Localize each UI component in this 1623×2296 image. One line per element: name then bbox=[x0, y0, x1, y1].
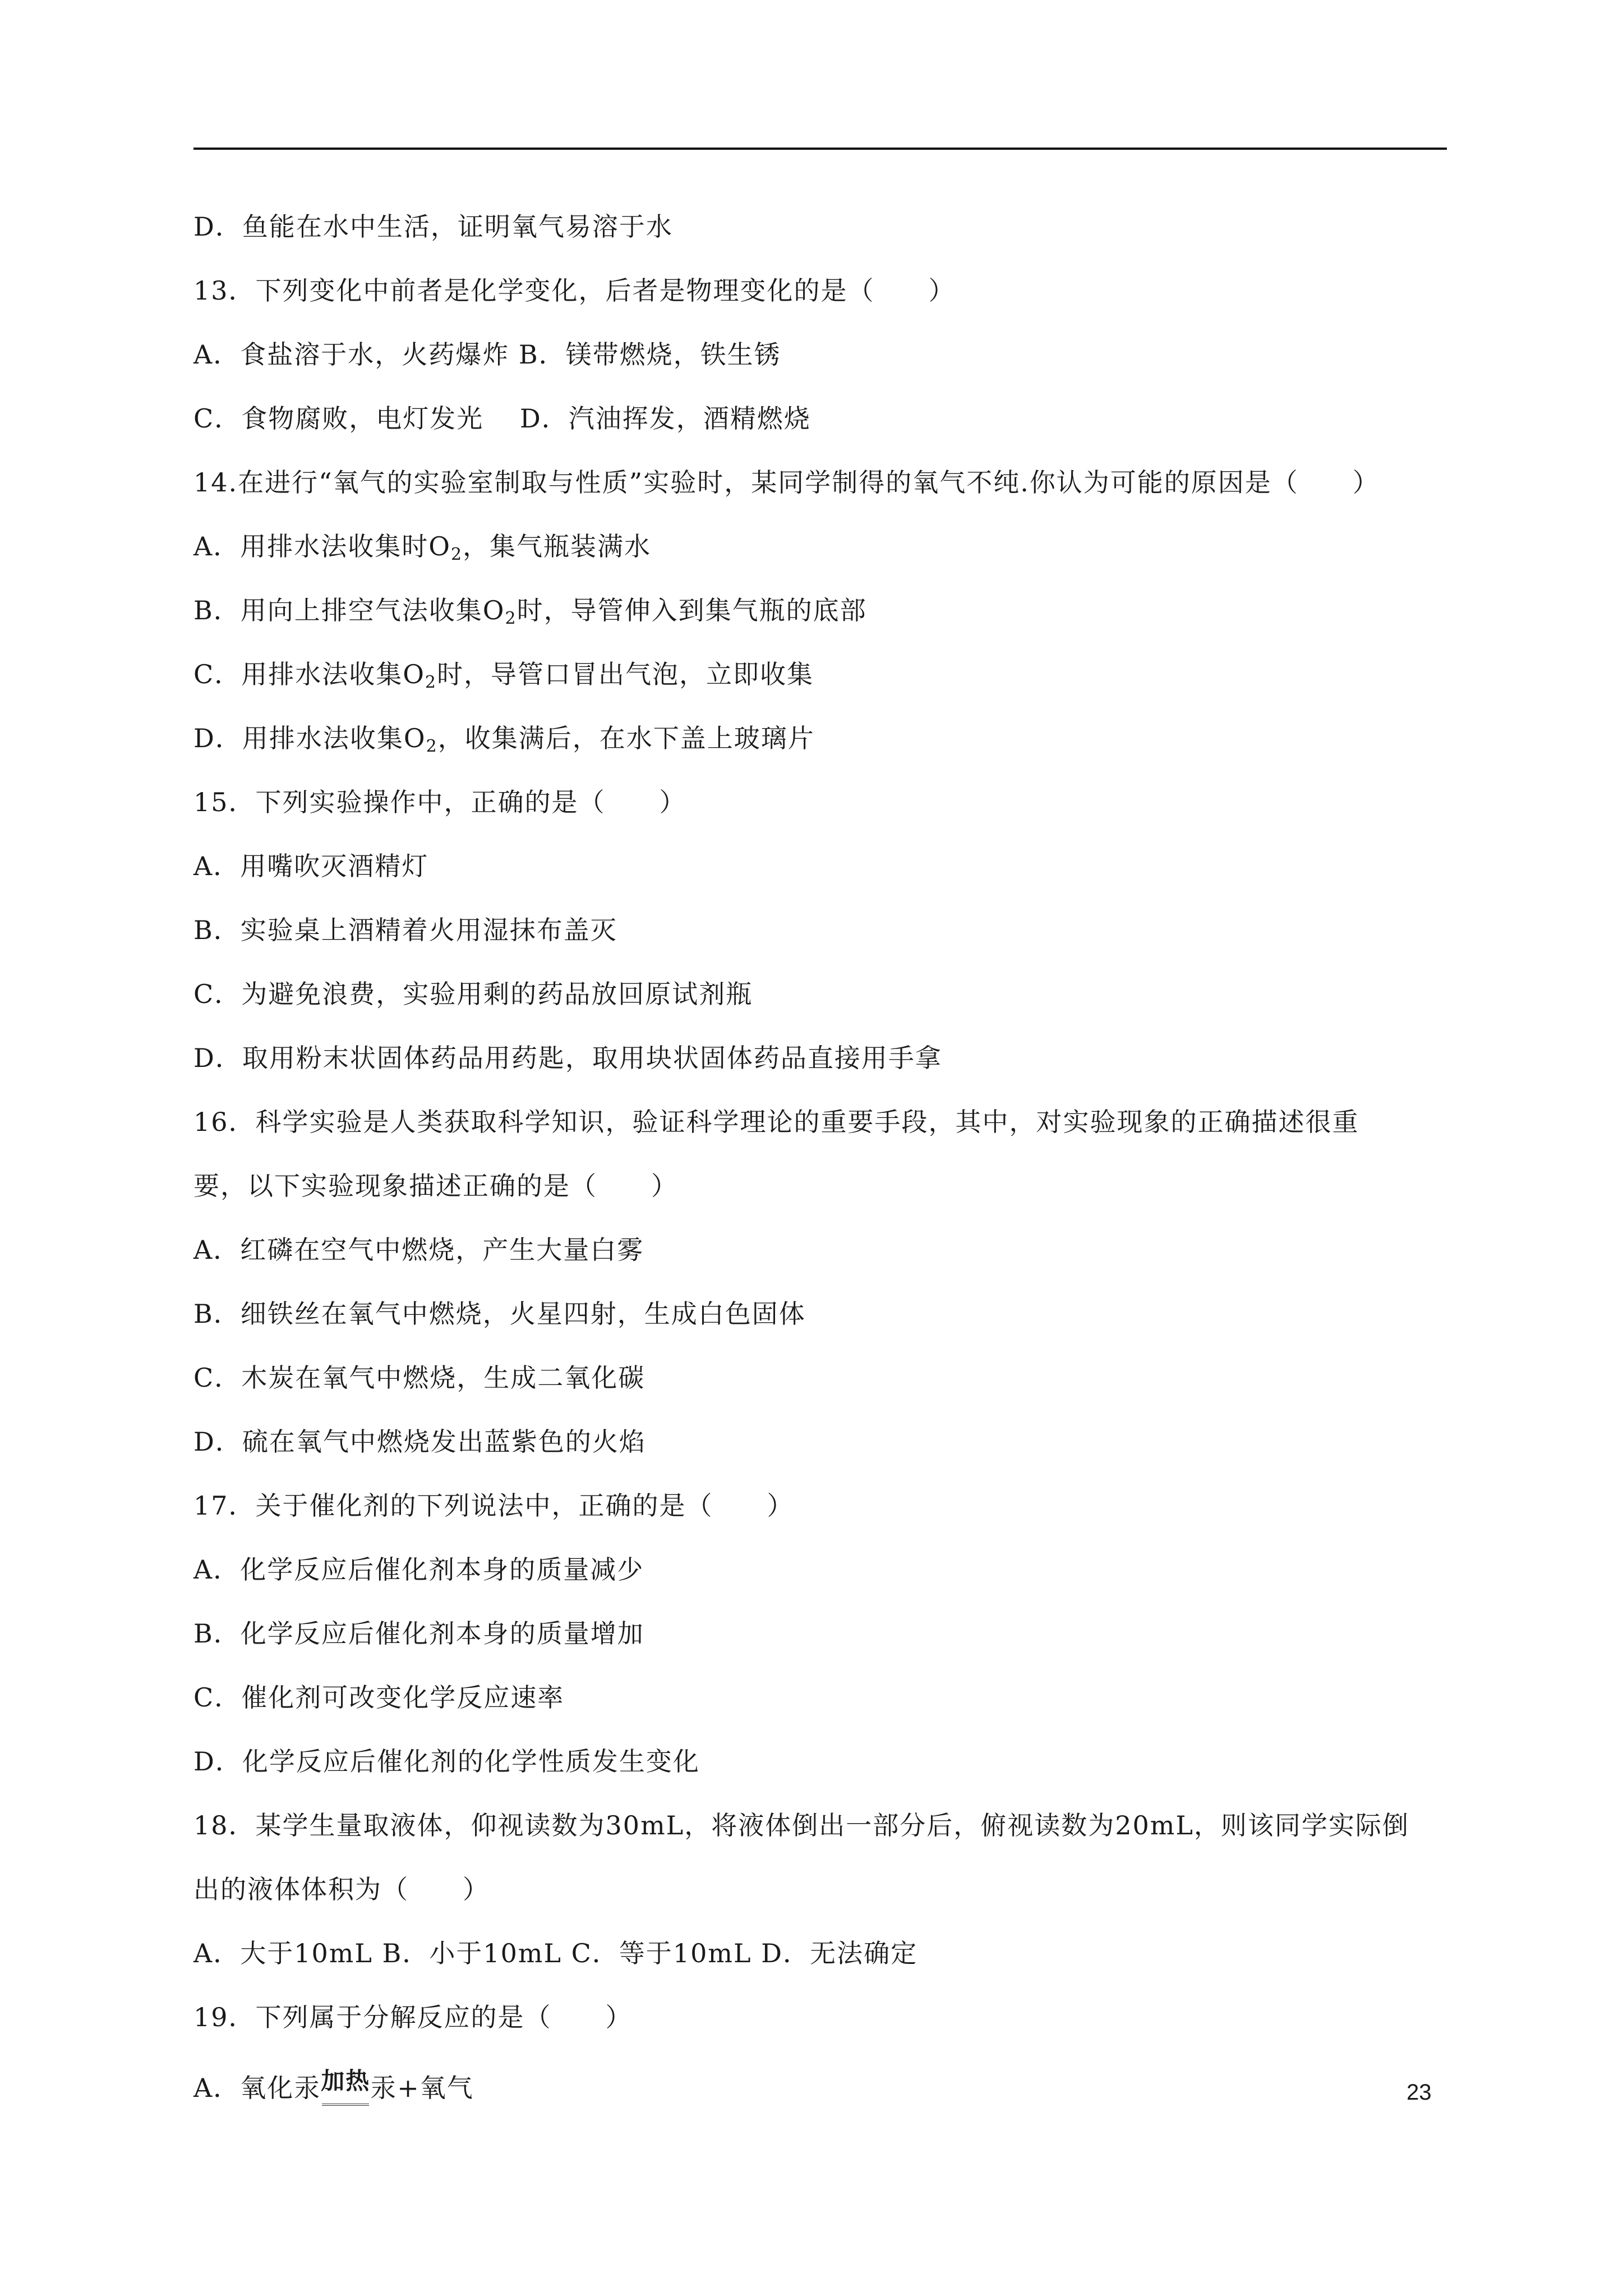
q14-option-a: A．用排水法收集时$O_2$，集气瓶装满水 bbox=[193, 531, 652, 564]
q14-option-c: C．用排水法收集$O_2$时，导管口冒出气泡，立即收集 bbox=[193, 659, 814, 692]
q17-option-c: C．催化剂可改变化学反应速率 bbox=[193, 1682, 565, 1713]
q14-option-b: B．用向上排空气法收集$O_2$时，导管伸入到集气瓶的底部 bbox=[193, 595, 867, 628]
q15-option-d: D．取用粉末状固体药品用药匙，取用块状固体药品直接用手拿 bbox=[193, 1043, 942, 1073]
q16-option-d: D．硫在氧气中燃烧发出蓝紫色的火焰 bbox=[193, 1427, 646, 1457]
q15-option-b: B．实验桌上酒精着火用湿抹布盖灭 bbox=[193, 915, 617, 945]
q16-option-c: C．木炭在氧气中燃烧，生成二氧化碳 bbox=[193, 1363, 645, 1393]
q16-stem-line2: 要，以下实验现象描述正确的是（ ） bbox=[193, 1171, 678, 1201]
q12-option-d: D．鱼能在水中生活，证明氧气易溶于水 bbox=[193, 211, 673, 242]
q15-option-a: A．用嘴吹灭酒精灯 bbox=[193, 851, 429, 881]
q14-option-d: D．用排水法收集$O_2$，收集满后，在水下盖上玻璃片 bbox=[193, 723, 815, 756]
q18-stem-line1: 18．某学生量取液体，仰视读数为30mL，将液体倒出一部分后，俯视读数为20mL，则该同学实际倒 bbox=[193, 1810, 1409, 1841]
q15-stem: 15．下列实验操作中，正确的是（ ） bbox=[193, 787, 686, 817]
q13-options-ab: A．食盐溶于水，火药爆炸 B．镁带燃烧，铁生锈 bbox=[193, 339, 781, 370]
q17-option-b: B．化学反应后催化剂本身的质量增加 bbox=[193, 1618, 644, 1649]
q18-options: A．大于10mL B．小于10mL C．等于10mL D．无法确定 bbox=[193, 1938, 918, 1968]
header-rule bbox=[193, 148, 1447, 150]
q17-stem: 17．关于催化剂的下列说法中，正确的是（ ） bbox=[193, 1490, 794, 1521]
q18-stem-line2: 出的液体体积为（ ） bbox=[193, 1874, 490, 1904]
q16-option-b: B．细铁丝在氧气中燃烧，火星四射，生成白色固体 bbox=[193, 1299, 806, 1329]
q14-stem: 14.在进行“氧气的实验室制取与性质”实验时，某同学制得的氧气不纯.你认为可能的原因是（ ） bbox=[193, 467, 1380, 498]
q16-option-a: A．红磷在空气中燃烧，产生大量白雾 bbox=[193, 1235, 644, 1265]
q13-stem: 13．下列变化中前者是化学变化，后者是物理变化的是（ ） bbox=[193, 275, 956, 306]
page-number: 23 bbox=[1407, 2080, 1432, 2105]
q15-option-c: C．为避免浪费，实验用剩的药品放回原试剂瓶 bbox=[193, 979, 753, 1009]
q19-stem: 19．下列属于分解反应的是（ ） bbox=[193, 2002, 633, 2032]
q17-option-d: D．化学反应后催化剂的化学性质发生变化 bbox=[193, 1746, 700, 1777]
q13-options-cd: C．食物腐败，电灯发光 D．汽油挥发，酒精燃烧 bbox=[193, 403, 811, 434]
q16-stem-line1: 16．科学实验是人类获取科学知识，验证科学理论的重要手段，其中，对实验现象的正确描述很重 bbox=[193, 1107, 1359, 1137]
reaction-condition-label: 加热 bbox=[321, 2064, 370, 2098]
q17-option-a: A．化学反应后催化剂本身的质量减少 bbox=[193, 1554, 644, 1585]
q19-option-a: A．氧化汞加热汞+氧气 bbox=[193, 2064, 474, 2105]
